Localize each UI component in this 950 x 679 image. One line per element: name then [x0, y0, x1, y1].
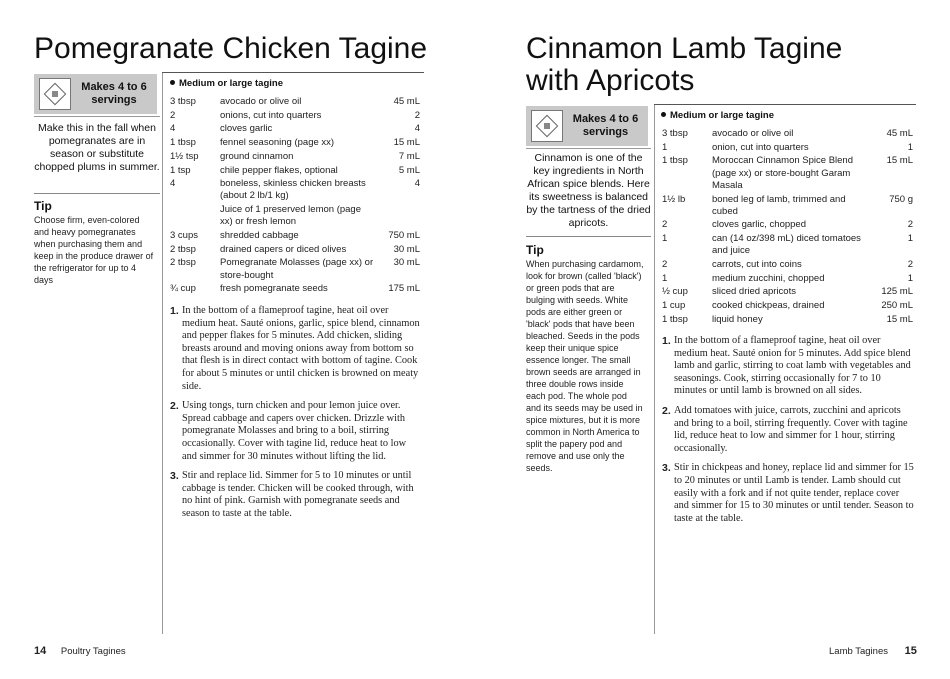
ingredient-list	[662, 128, 913, 328]
ingredient-metric: 4	[414, 178, 420, 190]
equipment-note	[170, 78, 283, 89]
ingredient-name: onion, cut into quarters	[712, 141, 809, 153]
divider	[526, 236, 651, 237]
ingredient-metric: 750 g	[889, 193, 913, 205]
ingredient-quantity: 1	[662, 141, 668, 153]
ingredient-row	[662, 300, 913, 312]
method-steps	[170, 305, 420, 528]
ingredient-row	[662, 233, 913, 257]
ingredient-name: shredded cabbage	[220, 230, 299, 242]
step-number: 2.	[170, 400, 179, 413]
ingredient-metric: 175 mL	[388, 283, 420, 295]
ingredient-name: liquid honey	[712, 313, 763, 325]
ingredient-quantity: 2	[662, 259, 668, 271]
recipe-intro: Make this in the fall when pomegranates are in season or substitute chopped plums in summer.	[34, 122, 160, 173]
page-number: 15	[904, 645, 917, 657]
ingredient-quantity: ½ cup	[662, 286, 688, 298]
ingredient-row	[170, 96, 420, 108]
ingredient-row	[662, 155, 913, 192]
ingredient-row	[170, 283, 420, 295]
right-page	[475, 0, 950, 679]
tip-text: Choose firm, even-colored and heavy pomegranates when purchasing them and keep in the produce drawer of the refrigerator for up to 4 days	[34, 215, 154, 285]
tip-heading: Tip	[34, 199, 52, 213]
ingredient-quantity: 1	[662, 233, 668, 245]
ingredient-name: cloves garlic	[220, 123, 273, 135]
ingredient-metric: 250 mL	[881, 300, 913, 312]
ingredient-quantity: 1½ tsp	[170, 150, 199, 162]
ingredient-row	[662, 194, 913, 218]
ingredient-metric: 1	[907, 233, 913, 245]
step-number: 3.	[170, 470, 179, 483]
ingredient-row	[170, 204, 420, 228]
ingredient-name: carrots, cut into coins	[712, 259, 802, 271]
ingredient-name: can (14 oz/398 mL) diced tomatoes and juice	[712, 233, 861, 257]
ingredient-row	[170, 110, 420, 122]
ingredient-metric: 30 mL	[393, 243, 420, 255]
column-divider	[654, 104, 655, 634]
equipment-label: Medium or large tagine	[179, 78, 283, 89]
ingredient-quantity: 3 tbsp	[662, 128, 688, 139]
ingredient-metric: 30 mL	[393, 257, 420, 269]
method-step	[662, 335, 914, 398]
ingredient-quantity: 1½ lb	[662, 193, 686, 205]
ingredient-row	[170, 137, 420, 149]
ingredient-quantity: 1 tsp	[170, 164, 191, 176]
ingredient-name: avocado or olive oil	[712, 128, 794, 139]
ingredient-row	[170, 123, 420, 135]
ingredient-row	[662, 219, 913, 231]
servings-label: Makes 4 to 6 servings	[572, 113, 639, 138]
bullet-icon	[170, 80, 175, 85]
page-number: 14	[34, 645, 47, 657]
servings-label: Makes 4 to 6 servings	[81, 81, 147, 106]
ingredient-metric: 2	[907, 259, 913, 271]
ingredient-name: cloves garlic, chopped	[712, 219, 806, 231]
ingredient-metric: 4	[414, 123, 420, 135]
recipe-title: Pomegranate Chicken Tagine	[34, 32, 428, 65]
step-number: 1.	[662, 335, 671, 347]
ingredient-metric: 125 mL	[881, 286, 913, 298]
ingredient-quantity: 3 cups	[170, 230, 198, 242]
ingredient-row	[662, 259, 913, 271]
ingredient-metric: 15 mL	[393, 137, 420, 149]
divider	[162, 72, 424, 73]
section-name: Poultry Tagines	[60, 646, 126, 657]
ingredient-metric: 1	[907, 272, 913, 284]
tip-heading: Tip	[526, 243, 544, 257]
ingredient-metric: 15 mL	[886, 313, 913, 325]
ingredient-name: Moroccan Cinnamon Spice Blend (page xx) or store-bought Garam Masala	[712, 155, 853, 191]
step-text: Stir in chickpeas and honey, replace lid and simmer for 15 to 20 minutes or until Lamb is tender. Lamb should cut easily with a fork and if not quite tender, replace cover and simmer for 15 to 30 minutes or until tender. Season to taste at the table.	[674, 462, 914, 524]
ingredient-metric: 1	[907, 141, 913, 153]
ingredient-quantity: 2	[170, 109, 176, 121]
recipe-intro: Cinnamon is one of the key ingredients in North African spice blends. Here its sweetness is balanced by the tartness of the dried apricots.	[526, 152, 651, 229]
ingredient-name: avocado or olive oil	[220, 96, 302, 107]
ingredient-row	[662, 128, 913, 140]
ingredient-quantity: 1	[662, 272, 668, 284]
ingredient-row	[662, 286, 913, 298]
divider	[34, 193, 160, 194]
ingredient-name: medium zucchini, chopped	[712, 272, 825, 284]
ingredient-quantity: 4	[170, 178, 176, 190]
ingredient-metric: 2	[414, 109, 420, 121]
step-text: Using tongs, turn chicken and pour lemon juice over. Spread cabbage and capers over chicken. Drizzle with pomegranate Molasses and bring to a boil, stirring occasionally. Cover with tagine lid, reduce heat to low and simmer for 30 minutes without lifting the lid.	[182, 400, 407, 462]
section-name: Lamb Tagines	[829, 646, 888, 657]
ingredient-name: drained capers or diced olives	[220, 243, 347, 255]
ingredient-metric: 2	[907, 219, 913, 231]
method-step	[662, 462, 914, 525]
divider	[34, 116, 160, 117]
ornament-icon	[39, 78, 71, 110]
step-text: Add tomatoes with juice, carrots, zucchini and apricots and bring to a boil, stirring frequently. Cover with tagine lid, reduce heat to low and simmer for 1 hour, stirring occasionally.	[674, 404, 908, 454]
step-number: 2.	[662, 404, 671, 417]
ingredient-name: fresh pomegranate seeds	[220, 283, 328, 295]
ingredient-name: Pomegranate Molasses (page xx) or store-bought	[220, 257, 374, 281]
ingredient-metric: 15 mL	[886, 155, 913, 167]
recipe-title-line-2: with Apricots	[526, 64, 695, 97]
ingredient-row	[170, 165, 420, 177]
ingredient-quantity: 4	[170, 123, 176, 135]
ingredient-quantity: ¾ cup	[170, 283, 196, 295]
page-footer	[34, 645, 126, 657]
ingredient-name: sliced dried apricots	[712, 286, 796, 298]
ingredient-row	[170, 257, 420, 281]
ingredient-name: boned leg of lamb, trimmed and cubed	[712, 193, 846, 217]
ingredient-quantity: 2 tbsp	[170, 257, 196, 269]
ingredient-metric: 45 mL	[393, 96, 420, 107]
ingredient-list	[170, 96, 420, 297]
step-text: In the bottom of a flameproof tagine, heat oil over medium heat. Sauté onions, garlic, spice blend, cinnamon and pepper flakes for 5 minutes. Add chicken, sliding breasts around and moving onions away from bottom so that flesh is in direct contact with bottom of tagine. Cook for about 5 minutes or until chicken is browned on meaty side.	[182, 305, 420, 392]
ingredient-name: onions, cut into quarters	[220, 109, 322, 121]
ingredient-quantity: 2 tbsp	[170, 243, 196, 255]
method-step	[170, 400, 420, 463]
step-text: In the bottom of a flameproof tagine, heat oil over medium heat. Sauté onion for 5 minutes. Add spice blend lamb and garlic, stirring to coat lamb with vegetables and seasonings. Cook, stirring occasionally for 7 to 10 minutes or until lamb is browned on all sides.	[674, 335, 911, 397]
equipment-label: Medium or large tagine	[670, 110, 774, 121]
ingredient-quantity: 1 tbsp	[170, 137, 196, 149]
ingredient-metric: 5 mL	[398, 164, 420, 176]
ingredient-row	[662, 314, 913, 326]
divider	[526, 148, 651, 149]
ingredient-name: boneless, skinless chicken breasts (about 2 lb/1 kg)	[220, 178, 366, 202]
ingredient-quantity: 1 cup	[662, 300, 686, 312]
step-number: 1.	[170, 305, 179, 317]
ingredient-quantity: 1 tbsp	[662, 155, 688, 167]
step-number: 3.	[662, 462, 671, 475]
ingredient-row	[170, 230, 420, 242]
ingredient-row	[662, 273, 913, 285]
ingredient-quantity	[170, 204, 220, 228]
ornament-icon	[531, 110, 563, 142]
ingredient-quantity: 2	[662, 219, 668, 231]
servings-box	[34, 74, 157, 114]
ingredient-row	[170, 178, 420, 202]
ingredient-quantity: 3 tbsp	[170, 96, 196, 107]
divider	[654, 104, 916, 105]
servings-box	[526, 106, 648, 146]
bullet-icon	[661, 112, 666, 117]
ingredient-metric: 45 mL	[886, 128, 913, 139]
equipment-note	[661, 110, 774, 121]
ingredient-row	[662, 142, 913, 154]
method-steps	[662, 335, 914, 532]
column-divider	[162, 72, 163, 634]
ingredient-name: ground cinnamon	[220, 150, 294, 162]
ingredient-metric	[376, 204, 420, 228]
ingredient-name: cooked chickpeas, drained	[712, 300, 825, 312]
method-step	[170, 470, 420, 520]
ingredient-name: fennel seasoning (page xx)	[220, 137, 335, 149]
ingredient-quantity: 1 tbsp	[662, 313, 688, 325]
page-footer	[829, 645, 917, 657]
step-text: Stir and replace lid. Simmer for 5 to 10 minutes or until cabbage is tender. Chicken will be cooked through, with no hint of pink. Garnish with pomegranate seeds and season to taste at the table.	[182, 470, 414, 519]
recipe-title-line-1: Cinnamon Lamb Tagine	[526, 32, 843, 65]
ingredient-metric: 750 mL	[388, 230, 420, 242]
ingredient-metric: 7 mL	[398, 150, 420, 162]
ingredient-row	[170, 151, 420, 163]
method-step	[170, 305, 420, 393]
method-step	[662, 405, 914, 455]
ingredient-row	[170, 244, 420, 256]
tip-text: When purchasing cardamom, look for brown (called 'black') or green pods that are bulging with seeds. White pods are either green or 'black' pods that have been bleached. Seeds in the pods keep their unique spice essence longer. The small brown seeds are arranged in three double rows inside each pod. The whole pod and its seeds may be used in spice mixtures, but it is more common in North America to split the papery pod and remove and use only the seeds.	[526, 259, 644, 473]
ingredient-name: chile pepper flakes, optional	[220, 164, 338, 176]
ingredient-name: Juice of 1 preserved lemon (page xx) or fresh lemon	[220, 204, 361, 228]
